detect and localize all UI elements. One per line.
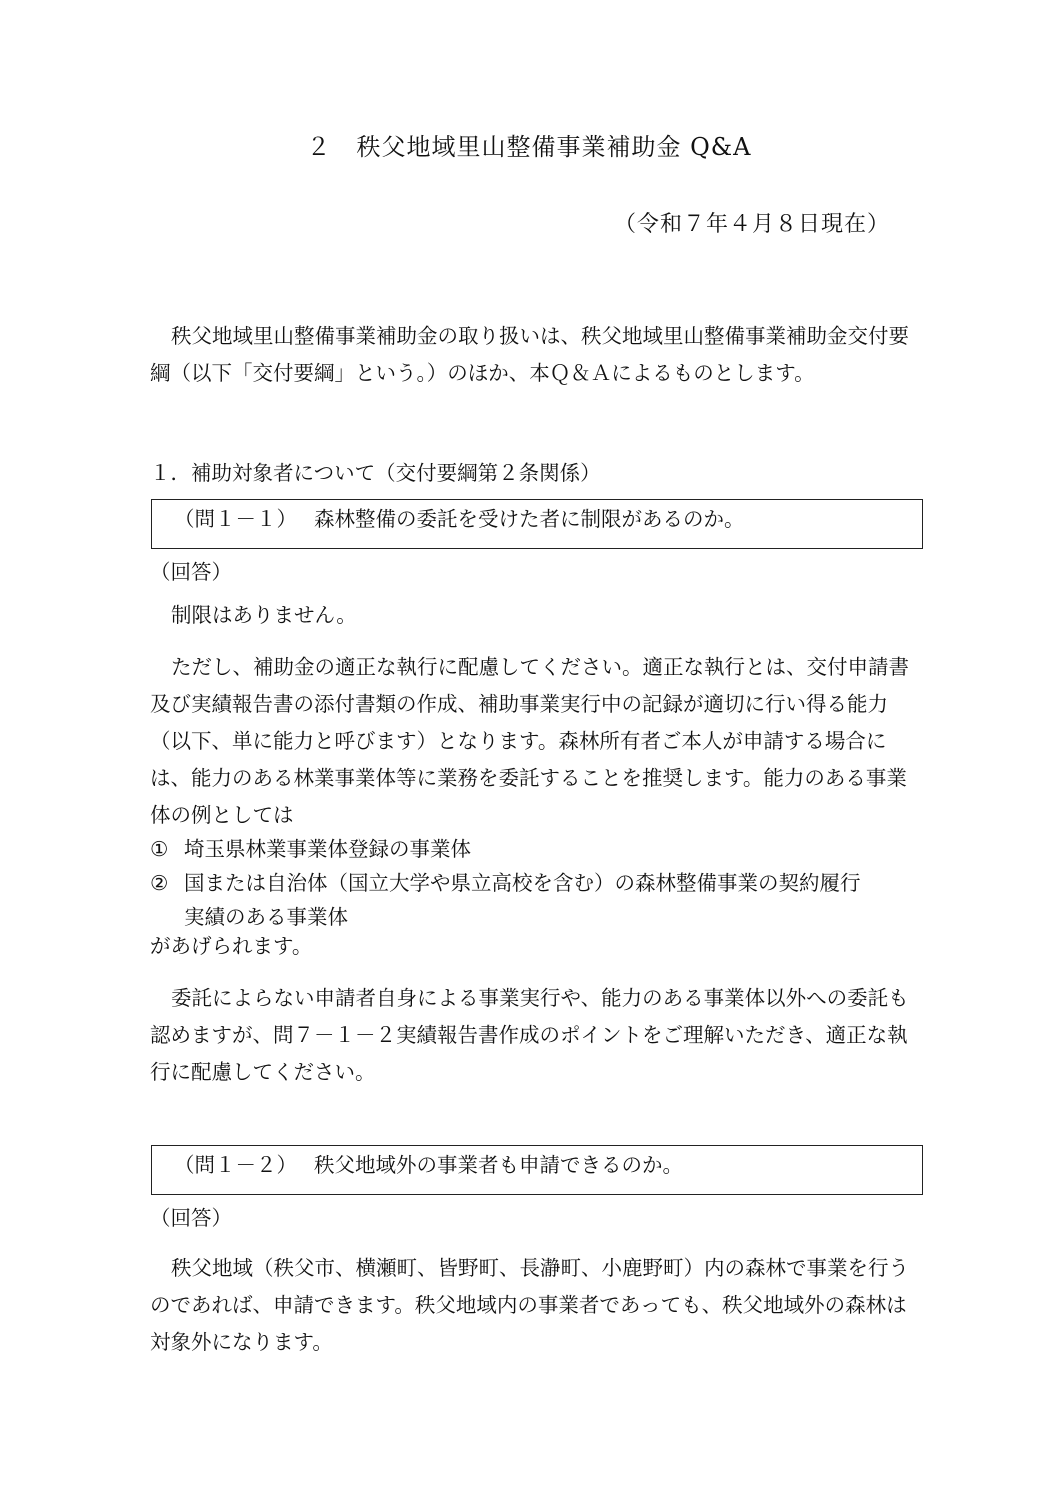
question-text: 森林整備の委託を受けた者に制限があるのか。: [314, 507, 745, 531]
list-item: [150, 866, 910, 934]
question-box: [151, 499, 923, 549]
page-title: ２ 秩父地域里山整備事業補助金 Q&A: [306, 133, 752, 161]
answer-paragraph: ただし、補助金の適正な執行に配慮してください。適正な執行とは、交付申請書及び実績報告書の添付書類の作成、補助事業実行中の記録が適切に行い得る能力（以下、単に能力と呼びます）となります。森林所有者ご本人が申請する場合には、能力のある林業事業体等に業務を委託することを推奨します。能力のある事業体の例としては: [150, 655, 909, 827]
section-heading: １．補助対象者について（交付要綱第２条関係）: [150, 461, 601, 485]
list-item-continuation: 実績のある事業体: [184, 905, 348, 929]
question-box: [151, 1145, 923, 1195]
as-of-date: （令和７年４月８日現在）: [613, 212, 890, 237]
answer-label: （回答）: [150, 1206, 232, 1230]
intro-paragraph: 秩父地域里山整備事業補助金の取り扱いは、秩父地域里山整備事業補助金交付要綱（以下「交付要綱」という。）のほか、本Ｑ＆Ａによるものとします。: [150, 324, 909, 385]
answer-paragraph: があげられます。: [150, 934, 313, 958]
list-item-text: 国または自治体（国立大学や県立高校を含む）の森林整備事業の契約履行: [184, 871, 861, 895]
answer-paragraph: 秩父地域（秩父市、横瀬町、皆野町、長瀞町、小鹿野町）内の森林で事業を行うのであれば、申請できます。秩父地域内の事業者であっても、秩父地域外の森林は対象外になります。: [150, 1256, 909, 1354]
question-number: （問１－２）: [174, 1153, 297, 1177]
question-number: （問１－１）: [174, 507, 297, 531]
answer-paragraph: 制限はありません。: [171, 603, 357, 627]
answer-label: （回答）: [150, 560, 232, 584]
list-marker: ②: [150, 871, 169, 895]
answer-paragraph: 委託によらない申請者自身による事業実行や、能力のある事業体以外への委託も認めますが、問７－１－２実績報告書作成のポイントをご理解いただき、適正な執行に配慮してください。: [150, 986, 909, 1084]
question-text: 秩父地域外の事業者も申請できるのか。: [314, 1153, 683, 1177]
list-item: [150, 832, 910, 866]
list-item-text: 埼玉県林業事業体登録の事業体: [184, 837, 471, 861]
list-marker: ①: [150, 837, 169, 861]
